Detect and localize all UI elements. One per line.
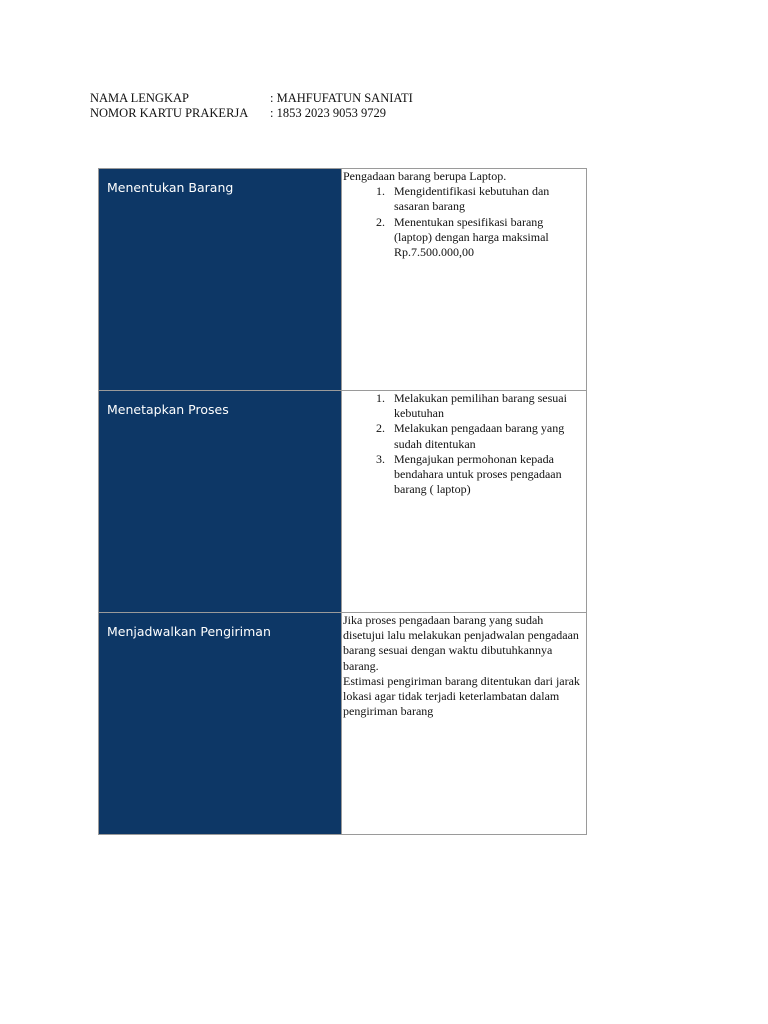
table-row-menentukan-barang [99,169,587,391]
table-row-menetapkan-proses [99,391,587,613]
list-item: 1. Mengidentifikasi kebutuhan dan sasaran barang [388,184,582,214]
list-item: 2. Menentukan spesifikasi barang (laptop) dengan harga maksimal Rp.7.500.000,00 [388,215,582,261]
paragraph-text: Jika proses pengadaan barang yang sudah disetujui lalu melakukan penjadwalan pengadaan barang sesuai dengan waktu dibutuhkannya barang. [343,613,579,673]
card-number-row [90,106,413,121]
name-value: : MAHFUFATUN SANIATI [270,91,413,105]
list-item: 2. Melakukan pengadaan barang yang sudah ditentukan [388,421,582,451]
card-number-label: NOMOR KARTU PRAKERJA [90,106,249,120]
row-title-menjadwalkan-pengiriman: Menjadwalkan Pengiriman [99,613,342,835]
identity-header [90,91,413,121]
procurement-table [98,168,587,835]
name-row [90,91,413,106]
row-content-menentukan-barang [342,169,587,391]
numbered-list [343,391,582,497]
row-content-menetapkan-proses [342,391,587,613]
list-item: 3. Mengajukan permohonan kepada bendahara untuk proses pengadaan barang ( laptop) [388,452,582,498]
row-title-menentukan-barang: Menentukan Barang [99,169,342,391]
list-item: 1. Melakukan pemilihan barang sesuai kebutuhan [388,391,582,421]
card-number-value: : 1853 2023 9053 9729 [270,106,386,120]
name-label: NAMA LENGKAP [90,91,189,105]
row-title-menetapkan-proses: Menetapkan Proses [99,391,342,613]
row-content-menjadwalkan-pengiriman [342,613,587,835]
numbered-list [343,184,582,260]
paragraph-text: Estimasi pengiriman barang ditentukan dari jarak lokasi agar tidak terjadi keterlambatan dalam pengiriman barang [343,673,580,719]
table-row-menjadwalkan-pengiriman [99,613,587,835]
intro-text: Pengadaan barang berupa Laptop. [343,169,507,183]
